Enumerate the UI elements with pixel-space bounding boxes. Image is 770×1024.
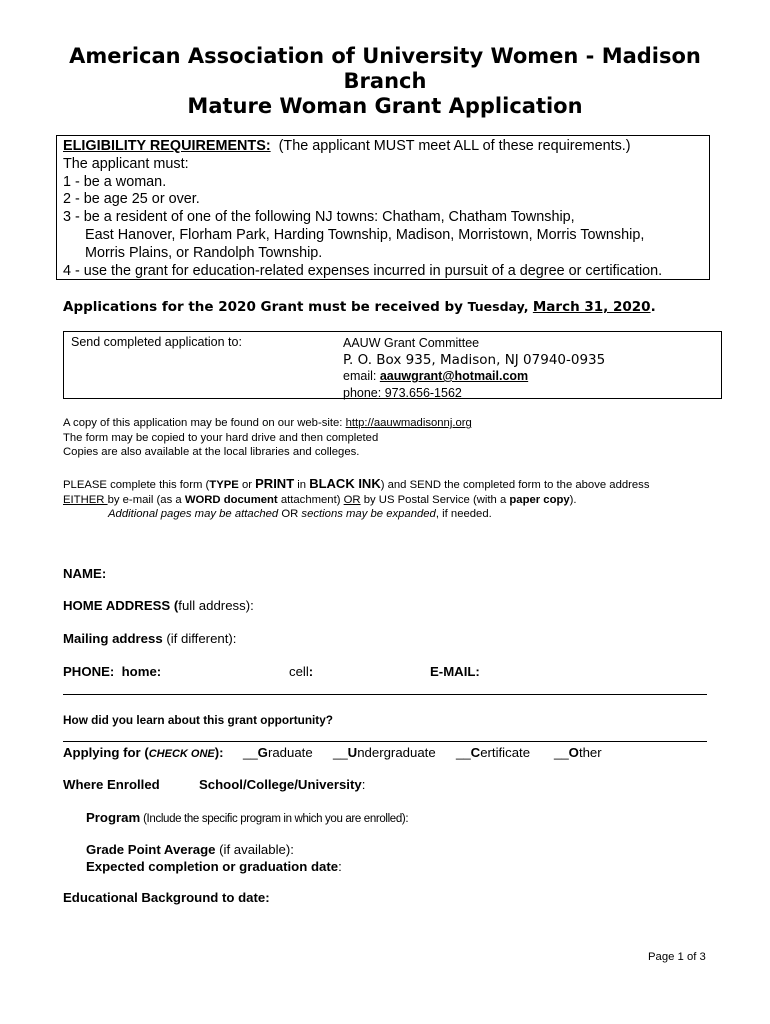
instr-text-5: by US Postal Service (with a [360, 493, 510, 506]
eligibility-item-4: 4 - use the grant for education-related expenses incurred in pursuit of a degree or certification. [63, 262, 663, 279]
cell-label: cell [289, 664, 309, 679]
option-blank: __ [456, 745, 471, 760]
instr-type: TYPE [209, 479, 239, 491]
addl-text-3: , if needed. [435, 508, 492, 520]
deadline-date: March 31, 2020 [532, 299, 651, 315]
mailing-address-field[interactable] [63, 631, 236, 646]
option-blank: __ [554, 745, 569, 760]
addl-or: OR [281, 508, 299, 520]
applying-for-label: Applying for ( [63, 745, 149, 760]
eligibility-item-3-cont: East Hanover, Florham Park, Harding Township, Madison, Morristown, Morris Township, [85, 226, 645, 243]
eligibility-item-3-cont2: Morris Plains, or Randolph Township. [85, 244, 323, 261]
option-other[interactable] [554, 745, 602, 760]
option-text: raduate [267, 745, 313, 760]
instr-word-doc: WORD document [184, 493, 278, 506]
home-address-field[interactable] [63, 598, 254, 613]
eligibility-intro: The applicant must: [63, 155, 189, 172]
email-label: email: [343, 369, 380, 383]
instr-print: PRINT [255, 476, 295, 491]
option-initial: U [347, 745, 358, 760]
home-address-label: HOME ADDRESS ( [63, 598, 179, 613]
cell-colon: : [308, 664, 314, 679]
gpa-field[interactable] [86, 842, 294, 857]
copy-line-3: Copies are also available at the local libraries and colleges. [63, 446, 360, 458]
program-field[interactable] [86, 810, 408, 825]
title-line-3: Mature Woman Grant Application [187, 94, 583, 118]
instr-black-ink: BLACK INK [309, 476, 381, 491]
option-initial: G [257, 745, 268, 760]
instr-text-3: by e-mail (as a [107, 493, 185, 506]
program-label: Program [86, 810, 141, 825]
instr-text-2: ) and SEND the completed form to the above address [380, 479, 650, 491]
copy-line-2: The form may be copied to your hard drive and then completed [63, 431, 379, 444]
instr-in: in [294, 479, 310, 491]
instr-text-1: PLEASE complete this form ( [63, 479, 210, 491]
title-line-2: Branch [343, 69, 427, 93]
check-one-note: CHECK ONE [148, 748, 215, 760]
expected-completion-label: Expected completion or graduation date [86, 859, 339, 874]
where-enrolled-field[interactable] [63, 777, 160, 792]
instr-or: or [238, 479, 256, 491]
email-field[interactable] [430, 664, 480, 679]
deadline-line [63, 299, 656, 315]
home-address-note: full address): [178, 598, 254, 613]
gpa-label: Grade Point Average [86, 842, 216, 857]
addl-text-2: sections may be expanded [298, 508, 436, 520]
instr-or-2: OR [343, 493, 361, 506]
option-undergraduate[interactable] [333, 745, 436, 760]
eligibility-item-3: 3 - be a resident of one of the following NJ towns: Chatham, Chatham Township, [63, 209, 575, 226]
option-text: ther [578, 745, 602, 760]
name-label: NAME: [63, 566, 107, 581]
where-enrolled-label: Where Enrolled [63, 777, 160, 792]
send-email-line [343, 368, 605, 385]
school-colon: : [361, 777, 366, 792]
divider-1 [63, 694, 707, 695]
send-to-box [63, 331, 722, 399]
option-initial: C [470, 745, 481, 760]
phone-home-label: PHONE: home: [63, 664, 162, 679]
option-blank: __ [333, 745, 348, 760]
gpa-note: (if available): [215, 842, 294, 857]
addl-text-1: Additional pages may be attached [108, 508, 282, 520]
applying-for-row [63, 745, 602, 760]
eligibility-note: (The applicant MUST meet ALL of these requirements.) [270, 138, 631, 154]
committee-name: AAUW Grant Committee [343, 336, 480, 350]
option-initial: O [568, 745, 579, 760]
instructions [63, 477, 713, 522]
instr-text-6: ). [569, 493, 577, 506]
mailing-address-block [343, 335, 605, 401]
email-field-label: E-MAIL: [430, 664, 480, 679]
eligibility-box [56, 135, 710, 280]
mailing-address-label: Mailing address [63, 631, 163, 646]
option-certificate[interactable] [456, 745, 530, 760]
option-graduate[interactable] [243, 745, 313, 760]
expected-completion-colon: : [338, 859, 342, 874]
deadline-text: Applications for the 2020 Grant must be received by [63, 299, 468, 315]
option-text: ertificate [480, 745, 531, 760]
page-title [60, 44, 710, 119]
deadline-end: . [650, 299, 656, 315]
po-box: P. O. Box 935, Madison, NJ 07940-0935 [343, 351, 606, 368]
phone-home-field[interactable] [63, 664, 161, 679]
name-field[interactable] [63, 566, 106, 581]
page-number: Page 1 of 3 [648, 951, 706, 963]
title-line-1: American Association of University Women - Madison [69, 44, 701, 68]
how-learned-question[interactable]: How did you learn about this grant opportunity? [63, 713, 334, 727]
school-field[interactable] [199, 777, 365, 792]
instr-paper-copy: paper copy [509, 493, 570, 506]
deadline-day: Tuesday, [467, 299, 533, 314]
educational-background-field[interactable] [63, 890, 270, 905]
expected-completion-field[interactable] [86, 859, 342, 874]
program-note: (Include the specific program in which you are enrolled): [140, 813, 409, 825]
divider-2 [63, 741, 707, 742]
option-blank: __ [243, 745, 258, 760]
instr-text-4: attachment) [277, 493, 344, 506]
mailing-address-note: (if different): [162, 631, 237, 646]
applying-for-label-end: ): [214, 745, 224, 760]
cell-field[interactable] [289, 664, 313, 679]
copy-info [63, 416, 472, 460]
eligibility-item-2: 2 - be age 25 or over. [63, 191, 200, 208]
option-text: ndergraduate [357, 745, 436, 760]
eligibility-item-1: 1 - be a woman. [63, 173, 167, 190]
send-label: Send completed application to: [71, 335, 242, 349]
instr-either: EITHER [63, 493, 108, 506]
school-label: School/College/University [199, 777, 362, 792]
website-link[interactable]: http://aauwmadisonnj.org [345, 417, 472, 429]
educational-background-label: Educational Background to date: [63, 890, 270, 905]
eligibility-heading: ELIGIBILITY REQUIREMENTS: [63, 138, 271, 154]
send-phone: phone: 973.656-1562 [343, 385, 462, 400]
email-link[interactable]: aauwgrant@hotmail.com [379, 369, 529, 383]
copy-line-1: A copy of this application may be found on our web-site: [63, 417, 346, 429]
